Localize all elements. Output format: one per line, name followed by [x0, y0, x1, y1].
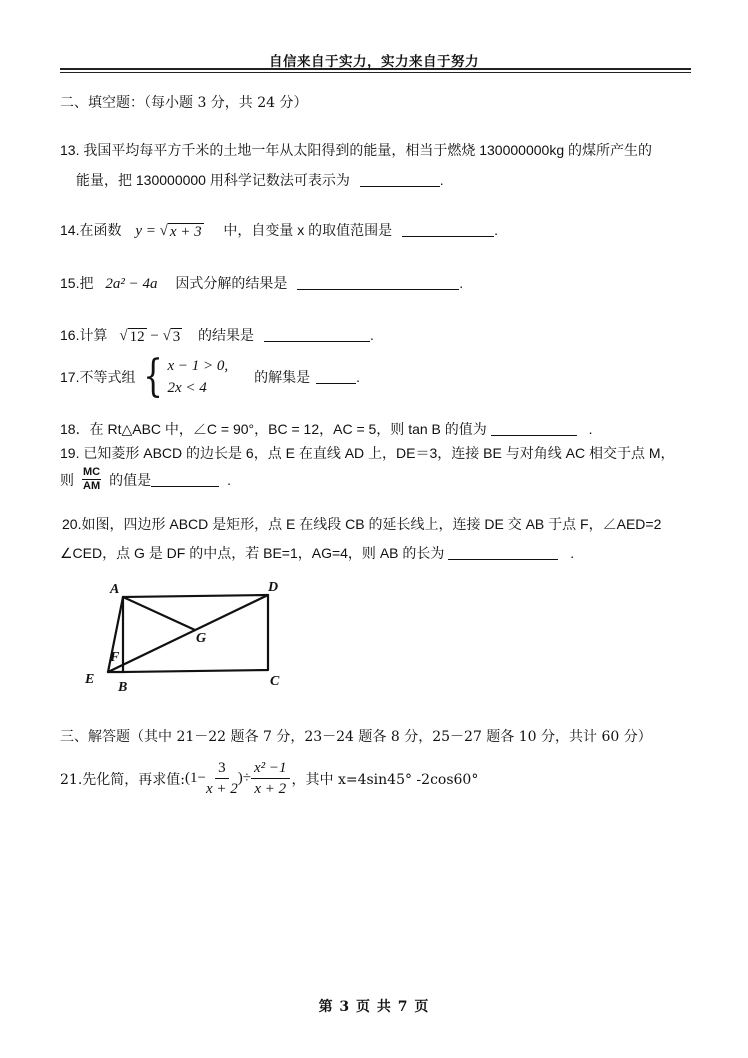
q18-end: .: [588, 421, 593, 437]
q17-answer-blank[interactable]: [316, 370, 356, 384]
q15-formula: 2a² − 4a: [105, 276, 158, 292]
q15: 15.把 2a² − 4a 因式分解的结果是 .: [60, 275, 464, 292]
q20-answer-blank[interactable]: [448, 546, 558, 560]
q21-f2-den: x + 2: [254, 781, 287, 797]
q19-line2: [60, 466, 231, 493]
section2-title: 二、填空题：（每小题 3 分，共 24 分）: [60, 95, 308, 111]
q15-suffix: 因式分解的结果是: [175, 275, 288, 291]
q14-sqrt: √ x + 3: [159, 223, 202, 240]
q14: 14.在函数 y = √ x + 3 中，自变量 x 的取值范围是 .: [60, 222, 498, 240]
page-header: 自信来自于实力，实力来自于努力: [269, 54, 479, 70]
q16-suffix: 的结果是: [198, 327, 255, 343]
q19-end: .: [227, 471, 231, 488]
q17-ineq-1: x − 1 > 0,: [167, 358, 229, 374]
q16-minus: −: [150, 328, 159, 344]
q17-system: [167, 355, 228, 399]
q20-text: ∠CED，点 G 是 DF 的中点，若 BE=1，AG=4，则 AB 的长为: [60, 545, 445, 561]
q14-prefix: 14.在函数: [60, 222, 122, 238]
q13-line2: 能量，把 130000000 用科学记数法可表示为 .: [76, 172, 444, 188]
q20-line1: 20.如图，四边形 ABCD 是矩形，点 E 在线段 CB 的延长线上，连接 DE 交 AB 于点 F，∠AED=2: [62, 516, 662, 532]
section3-title: 三、解答题（其中 21－22 题各 7 分，23－24 题各 8 分，25－27 题各 10 分，共计 60 分）: [60, 729, 652, 745]
q14-suffix: 中，自变量 x 的取值范围是: [223, 222, 393, 238]
q20-end: .: [570, 545, 575, 561]
label-B: B: [118, 680, 128, 695]
q21-fraction-1: [206, 758, 238, 799]
q13-answer-blank[interactable]: [360, 173, 440, 187]
label-E: E: [85, 672, 95, 687]
q21-f2-num: x² −1: [251, 758, 290, 779]
q13-line1: 13. 我国平均每平方千米的土地一年从太阳得到的能量，相当于燃烧 130000000kg 的煤所产生的: [60, 142, 652, 158]
q17: 17.不等式组 { x − 1 > 0, 2x < 4 的解集是 .: [60, 351, 361, 402]
q16-answer-blank[interactable]: [264, 328, 370, 342]
q19-answer-blank[interactable]: [151, 473, 219, 487]
q16-prefix: 16.计算: [60, 327, 108, 343]
q18: [60, 419, 592, 439]
label-D: D: [268, 580, 279, 595]
q18-answer-blank[interactable]: [491, 422, 577, 436]
q19-prefix: 则: [60, 471, 74, 488]
q21-fraction-2: [251, 758, 290, 799]
q19-frac-den: AM: [83, 480, 101, 492]
q14-answer-blank[interactable]: [402, 223, 494, 237]
q19-frac-num: MC: [83, 466, 101, 478]
header-rule-thick: [60, 68, 691, 70]
q21-open: (1−: [184, 770, 206, 786]
label-F: F: [110, 650, 120, 665]
segment-AG: [123, 597, 195, 630]
q14-radicand: x + 3: [169, 224, 202, 240]
q15-prefix: 15.把: [60, 275, 94, 291]
q14-formula-lhs: y =: [135, 223, 156, 239]
q20-line2: [60, 543, 574, 563]
q15-answer-blank[interactable]: [297, 276, 459, 290]
q21-f1-den: x + 2: [205, 781, 238, 797]
q13-text: 能量，把 130000000 用科学记数法可表示为: [76, 172, 350, 188]
label-C: C: [270, 674, 280, 689]
q16-formula: √ 12 − √ 3: [119, 328, 181, 345]
q14-formula: [135, 223, 207, 239]
q21-close-div: )÷: [237, 770, 251, 786]
q21: [60, 758, 478, 799]
label-A: A: [110, 582, 120, 597]
q19-fraction: [82, 466, 101, 493]
q21-suffix: ，其中 x=4sin45° -2cos60°: [291, 771, 479, 788]
q20-figure: [70, 575, 300, 700]
q17-ineq-2: 2x < 4: [167, 380, 207, 396]
q16-radicand-2: 3: [172, 329, 181, 345]
q19-line1: 19. 已知菱形 ABCD 的边长是 6，点 E 在直线 AD 上，DE＝3，连接 BE 与对角线 AC 相交于点 M，: [60, 445, 675, 461]
q19-suffix: 的值是: [109, 471, 152, 488]
page-footer: 第 3 页 共 7 页: [318, 999, 430, 1015]
q18-text: 18．在 Rt△ABC 中，∠C = 90°，BC = 12，AC = 5，则 tan B 的值为: [60, 421, 487, 437]
q17-brace: {: [143, 351, 164, 402]
q21-f1-num: 3: [215, 758, 229, 779]
q21-prefix: 21.先化简，再求值:: [60, 771, 185, 788]
label-G: G: [196, 631, 207, 646]
q16: 16.计算 √ 12 − √ 3 的结果是 .: [60, 327, 374, 345]
header-rule-thin: [60, 72, 691, 73]
q17-prefix: 17.不等式组: [60, 369, 136, 385]
q16-radicand-1: 12: [129, 329, 145, 345]
segment-ED: [108, 595, 268, 672]
q17-suffix: 的解集是: [254, 369, 311, 385]
